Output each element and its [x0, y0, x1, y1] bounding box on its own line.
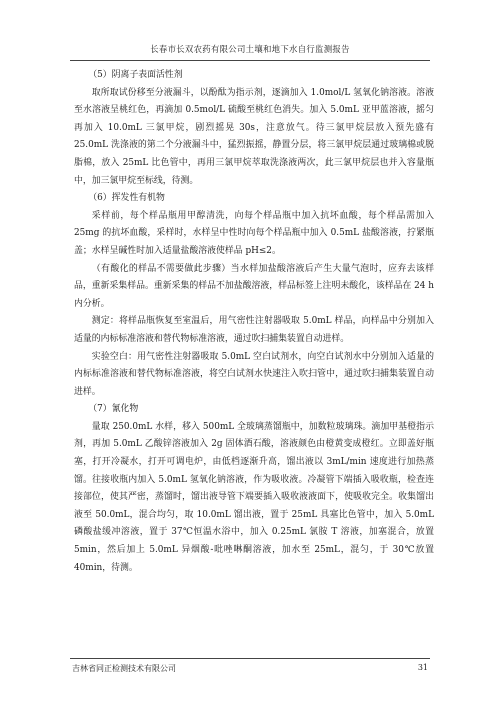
page-number: 31 — [417, 663, 428, 672]
paragraph: 取所取试份移至分液漏斗，以酚酞为指示剂，逐滴加入 1.0mol/L 氢氧化钠溶液。溶液至水溶液呈桃红色，再滴加 0.5mol/L 硫酸至桃红色消失。加入 5.0mL 亚甲蓝溶液，摇匀再加入 10.0mL 三氯甲烷，剧烈摇晃 30s，注意放气。待三氯甲烷层放入预先盛有 25.0mL 洗涤液的第二个分液漏斗中，猛烈振摇，静置分层，将三氯甲烷层通过玻璃棉或脱脂棉，放入 25mL 比色管中，再用三氯甲烷萃取洗涤液两次，此三氯甲烷层也并入容量瓶中，加三氯甲烷至标线，待测。 — [74, 87, 434, 186]
paragraph: 实验空白：用气密性注射器吸取 5.0mL 空白试剂水，向空白试剂水中分别加入适量的内标标准溶液和替代物标准溶液，将空白试剂水快速注入吹扫管中，通过吹扫捕集装置自动进样。 — [74, 351, 434, 397]
footer-divider — [70, 658, 430, 659]
section-heading-voc: （6）挥发性有机物 — [88, 193, 165, 204]
paragraph: 测定：将样品瓶恢复至室温后，用气密性注射器吸取 5.0mL 样品，向样品中分别加入适量的内标标准溶液和替代物标准溶液，通过吹扫捕集装置自动进样。 — [74, 316, 434, 344]
footer-company: 吉林省同正检测技术有限公司 — [72, 664, 176, 673]
paragraph: （有酸化的样品不需要做此步骤）当水样加盐酸溶液后产生大量气泡时，应弃去该样品，重新采集样品。重新采集的样品不加盐酸溶液，样品标签上注明未酸化，该样品在 24 h 内分析。 — [74, 263, 434, 309]
document-body — [74, 67, 434, 577]
paragraph: 采样前，每个样品瓶用甲醇清洗，向每个样品瓶中加入抗坏血酸，每个样品需加入 25mg 的抗坏血酸，采样时，水样呈中性时向每个样品瓶中加入 0.5mL 盐酸溶液，拧紧瓶盖；水样呈碱性时加入适量盐酸溶液使样品 pH≤2。 — [74, 210, 434, 256]
page-header: 长春市长双农药有限公司土壤和地下水自行监测报告 — [70, 43, 430, 61]
section-heading-cyanide: （7）氰化物 — [88, 404, 139, 415]
paragraph: 量取 250.0mL 水样，移入 500mL 全玻璃蒸馏瓶中，加数粒玻璃珠。滴加甲基橙指示剂，再加 5.0mL 乙酸锌溶液加入 2g 固体酒石酸，溶液颜色由橙黄变成橙红。立即盖好瓶塞，打开冷凝水，打开可调电炉，由低档逐渐升高，馏出液以 3mL/min 速度进行加热蒸馏。往接收瓶内加入 5.0mL 氢氧化钠溶液，作为吸收液。冷凝管下端插入吸收瓶，检查连接部位，使其严密，蒸馏时，馏出液导管下端要插入吸收液液面下，使吸收完全。收集馏出液至 50.0mL，混合均匀，取 10.0mL 馏出液，置于 25mL 具塞比色管中，加入 5.0mL 磷酸盐缓冲溶液，置于 37℃恒温水浴中，加入 0.25mL 氯胺 T 溶液，加塞混合，放置 5min，然后加上 5.0mL 异烟酸-吡唑啉酮溶液，加水至 25mL，混匀，于 30℃放置 40min，待测。 — [74, 421, 434, 573]
section-heading-surfactant: （5）阴离子表面活性剂 — [88, 70, 183, 80]
